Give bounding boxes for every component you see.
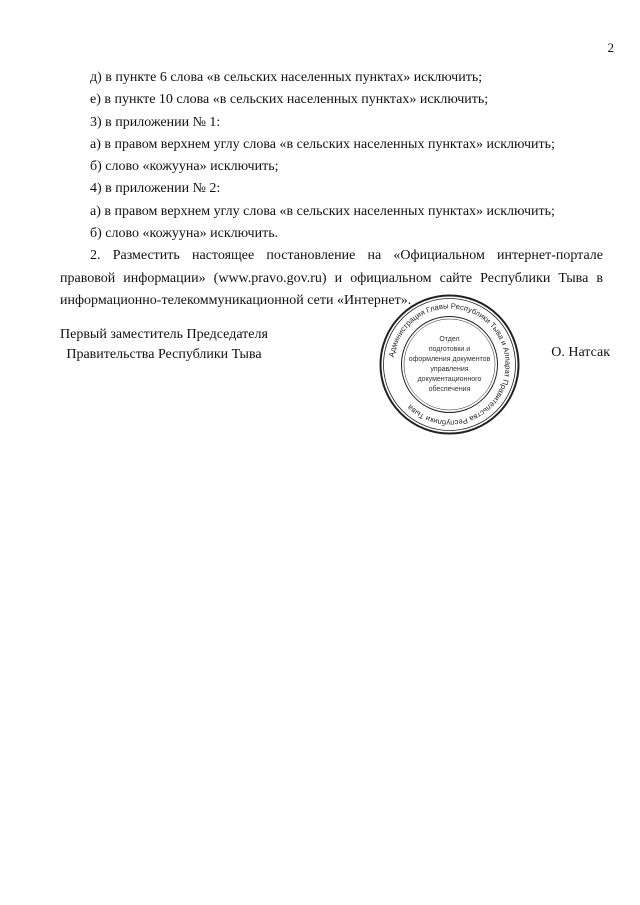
signatory-title — [60, 325, 268, 365]
list-item: а) в правом верхнем углу слова «в сельских населенных пунктах» исключить; — [90, 203, 555, 219]
signatory-title-line1: Первый заместитель Председателя — [60, 327, 268, 342]
seal-center-line: обеспечения — [428, 386, 471, 393]
seal-ring-text: Администрация Главы Республики Тыва и Аппарат Правительства Республики Тыва — [386, 301, 513, 428]
list-item: 3) в приложении № 1: — [90, 114, 221, 130]
list-item: а) в правом верхнем углу слова «в сельских населенных пунктах» исключить; — [90, 136, 555, 152]
list-item: б) слово «кожууна» исключить; — [90, 159, 279, 175]
paragraph-2: 2. Разместить настоящее постановление на «Официальном интернет-портале правовой информации» (www.pravo.gov.ru) и официальном сайте Республики Тыва в информационно-телекоммуникационной сети «Интернет». — [60, 248, 603, 308]
list-item: д) в пункте 6 слова «в сельских населенных пунктах» исключить; — [90, 70, 483, 85]
seal-center-line: Отдел — [439, 336, 460, 343]
seal-center-line: документационного — [417, 376, 482, 383]
seal-center-line: управления — [430, 366, 469, 373]
official-seal — [378, 293, 521, 436]
list-item: б) слово «кожууна» исключить. — [90, 226, 279, 242]
page-number: 2 — [607, 40, 614, 55]
list-item: е) в пункте 10 слова «в сельских населенных пунктах» исключить; — [90, 92, 489, 108]
signatory-title-line2: Правительства Республики Тыва — [66, 347, 262, 362]
seal-center-line: оформления документов — [408, 356, 491, 363]
document-body — [60, 67, 603, 312]
list-item: 4) в приложении № 2: — [90, 181, 221, 197]
signatory-name: О. Натсак — [551, 345, 610, 360]
seal-center-line: подготовки и — [428, 346, 471, 353]
